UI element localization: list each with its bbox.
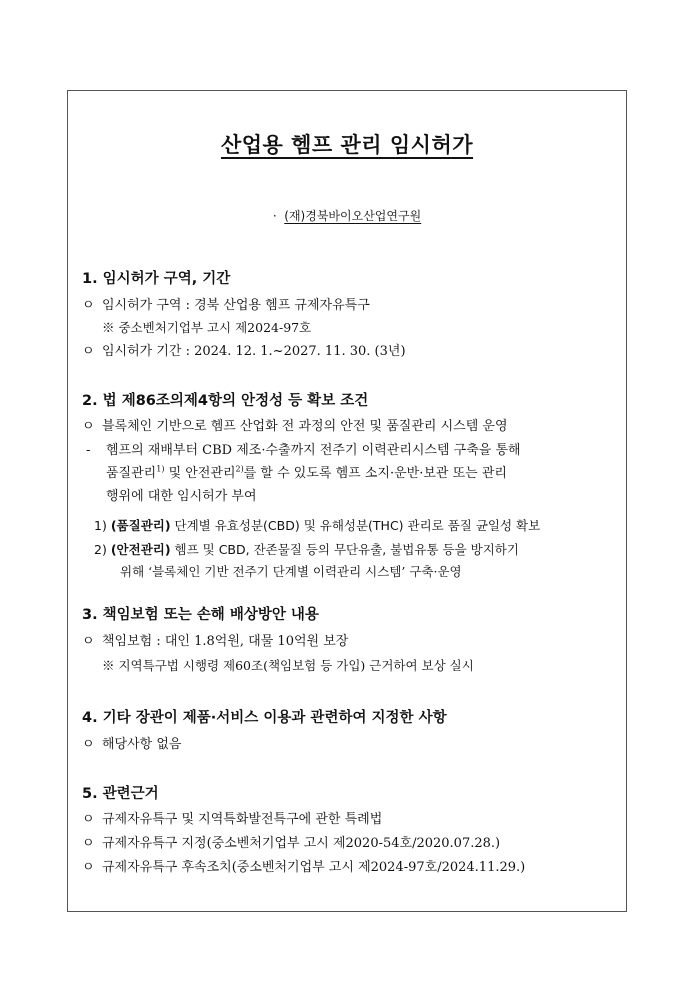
circle-bullet-icon: ㅇ — [82, 419, 95, 434]
section-3-item-1: ㅇ 책임보험 : 대인 1.8억원, 대물 10억원 보장 — [82, 634, 349, 649]
section-3-note: ※ 지역특구법 시행령 제60조(책임보험 등 가입) 근거하여 보상 실시 — [102, 658, 474, 673]
section-5-item-1: ㅇ 규제자유특구 및 지역특화발전특구에 관한 특례법 — [82, 812, 383, 827]
document-title: 산업용 헴프 관리 임시허가 — [220, 133, 474, 157]
footnote-2: 2) (안전관리) 헴프 및 CBD, 잔존물질 등의 무단유출, 불법유통 등을 방지하기 — [94, 542, 519, 557]
circle-bullet-icon: ㅇ — [82, 737, 95, 752]
section-4-item-1: ㅇ 해당사항 없음 — [82, 737, 182, 752]
section-1-area-note: ※ 중소벤처기업부 고시 제2024-97호 — [102, 320, 312, 335]
section-1-area: ㅇ 임시허가 구역 : 경북 산업용 헴프 규제자유특구 — [82, 298, 370, 313]
footnote-2-continued: 위해 ‘블록체인 기반 전주기 단계별 이력관리 시스템’ 구축·운영 — [120, 564, 462, 579]
circle-bullet-icon: ㅇ — [82, 344, 95, 359]
section-3-heading: 3. 책임보험 또는 손해 배상방안 내용 — [82, 607, 319, 623]
section-2-item-1: ㅇ 블록체인 기반으로 헴프 산업화 전 과정의 안전 및 품질관리 시스템 운영 — [82, 419, 508, 434]
section-5-item-2: ㅇ 규제자유특구 지정(중소벤처기업부 고시 제2020-54호/2020.07.28.) — [82, 836, 501, 851]
section-5-item-3: ㅇ 규제자유특구 후속조치(중소벤처기업부 고시 제2024-97호/2024.11.29.) — [82, 860, 526, 875]
footnote-1: 1) (품질관리) 단계별 유효성분(CBD) 및 유해성분(THC) 관리로 품질 균일성 확보 — [94, 518, 541, 533]
section-2-heading: 2. 법 제86조의제4항의 안정성 등 확보 조건 — [82, 393, 369, 409]
section-2-dash-line-1: - 헴프의 재배부터 CBD 제조·수출까지 전주기 이력관리시스템 구축을 통해 — [86, 443, 521, 458]
section-4-heading: 4. 기타 장관이 제품·서비스 이용과 관련하여 지정한 사항 — [82, 710, 447, 726]
organization-name: (재)경북바이오산업연구원 — [284, 209, 422, 223]
circle-bullet-icon: ㅇ — [82, 298, 95, 313]
circle-bullet-icon: ㅇ — [82, 812, 95, 827]
section-2-dash-line-3: 행위에 대한 임시허가 부여 — [106, 489, 257, 504]
circle-bullet-icon: ㅇ — [82, 634, 95, 649]
circle-bullet-icon: ㅇ — [82, 860, 95, 875]
organization-bullet: · — [272, 209, 277, 223]
section-2-dash-line-2: 품질관리$^{1)}$ 및 안전관리$^{2)}$를 할 수 있도록 헴프 소지·운반·보관 또는 관리 — [106, 464, 507, 481]
circle-bullet-icon: ㅇ — [82, 836, 95, 851]
dash-bullet-icon: - — [86, 443, 91, 458]
organization-line — [68, 207, 626, 224]
section-1-period: ㅇ 임시허가 기간 : 2024. 12. 1.~2027. 11. 30. (3년) — [82, 344, 406, 359]
document-frame — [67, 90, 627, 912]
section-5-heading: 5. 관련근거 — [82, 786, 159, 802]
section-1-heading: 1. 임시허가 구역, 기간 — [82, 271, 231, 287]
